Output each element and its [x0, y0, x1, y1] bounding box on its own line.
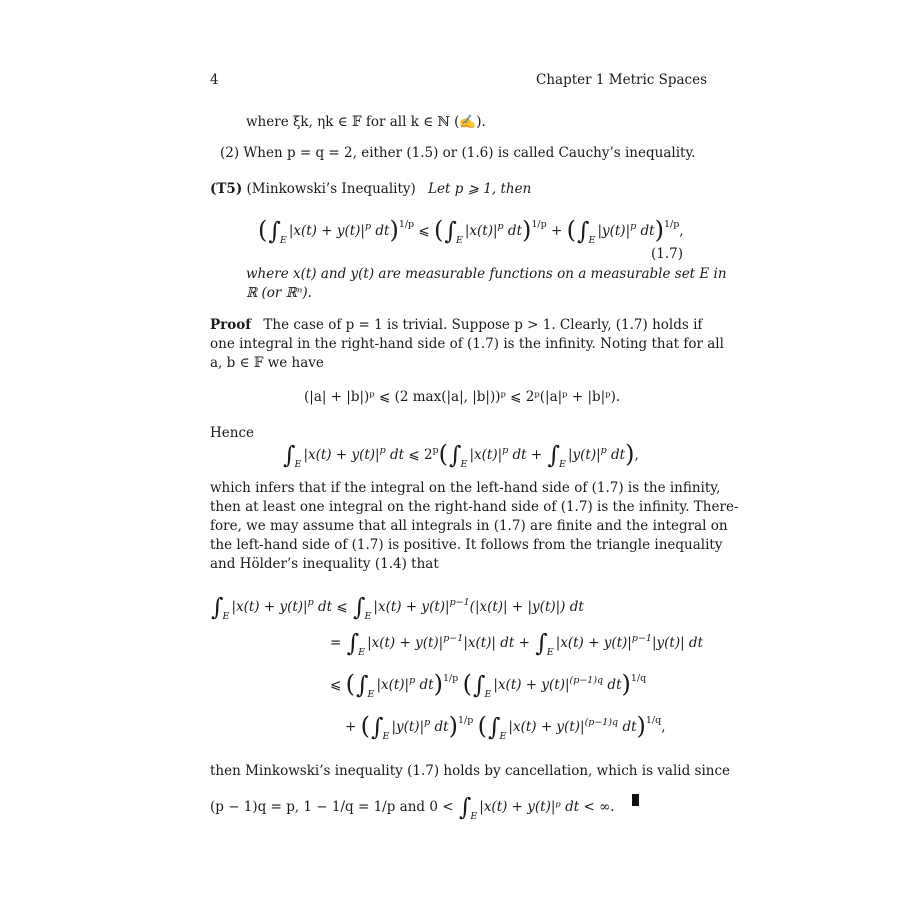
text-line: which infers that if the integral on the left-hand side of (1.7) is the infinity,	[210, 480, 721, 496]
closing-line: (p − 1)q = p, 1 − 1/q = 1/p and $0 < \int_E|x(t)$ + y(t)|ᵖ dt < ∞.	[210, 793, 615, 822]
text-line: ℝ (or ℝⁿ).	[246, 285, 312, 301]
text-line: the left-hand side of (1.7) is positive. It follows from the triangle inequality	[210, 537, 723, 553]
equation-number: (1.7)	[651, 246, 684, 262]
text-line: where ξk, ηk ∈ 𝔽 for all k ∈ ℕ (✍).	[246, 114, 486, 130]
text-line: (2) When p = q = 2, either (1.5) or (1.6) is called Cauchy’s inequality.	[220, 145, 696, 161]
proof-label: Proof	[210, 317, 252, 333]
derivation-line-2: = $\int_E|x(t) + y(t)|^{p-1}|x(t)|$ dt + $\int_E|x(t) + y(t)|^{p-1}|y(t)|$ dt	[330, 629, 703, 658]
theorem-label: (T5)	[210, 181, 243, 197]
text-line: then Minkowski’s inequality (1.7) holds by cancellation, which is valid since	[210, 763, 731, 779]
text-line: a, b ∈ 𝔽 we have	[210, 355, 324, 371]
derivation-line-1: $\int_E|x(t) + y(t)|^p$ dt ⩽ $\int_E|x(t) + y(t)|^{p-1}(|x(t)| + |y(t)|)$ dt	[211, 593, 584, 622]
text-line: fore, we may assume that all integrals in (1.7) are finite and the integral on	[210, 518, 728, 534]
qed-square	[632, 794, 639, 806]
running-title: Chapter 1 Metric Spaces	[536, 72, 708, 88]
equation-ab: (|a| + |b|)ᵖ ⩽ (2 max(|a|, |b|))ᵖ ⩽ 2ᵖ(|a|ᵖ + |b|ᵖ).	[304, 389, 621, 405]
text-line: one integral in the right-hand side of (1.7) is the infinity. Noting that for all	[210, 336, 724, 352]
proof-first-line: Proof The case of p = 1 is trivial. Suppose p > 1. Clearly, (1.7) holds if	[210, 317, 703, 333]
text-line: then at least one integral on the right-hand side of (1.7) is the infinity. There-	[210, 499, 739, 515]
derivation-line-4: + ($\int_E|y(t)|^p$ dt)$^{1/p}$ ($\int_E|x(t) + y(t)|^{(p-1)q}$ dt)$^{1/q}$,	[345, 712, 666, 742]
equation-hence: $\int_E|x(t) + y(t)|^p$ dt ⩽ $2^p(\int_E|x(t)|^p$ dt + $\int_E|y(t)|^p$ dt),	[283, 440, 639, 470]
theorem-title: (Minkowski’s Inequality)	[246, 181, 416, 197]
page-number: 4	[210, 72, 219, 88]
theorem-statement: Let p ⩾ 1, then	[428, 181, 532, 197]
text-line: and Hölder’s inequality (1.4) that	[210, 556, 439, 572]
equation-1-7: ($\int_E|x(t) + y(t)|^p$ dt)$^{1/p}$ ⩽ ($\int_E|x(t)|^p$ $dt)^{1/p} + (\int_E|y(t)|^p$ dt)$^{1/p}$,	[258, 216, 684, 246]
theorem-heading	[210, 180, 531, 198]
derivation-line-3: ⩽ ($\int_E|x(t)|^p$ dt)$^{1/p}$ ($\int_E|x(t) + y(t)|^{(p-1)q}$ dt)$^{1/q}$	[330, 670, 647, 700]
hence-label: Hence	[210, 425, 255, 441]
text-line: where x(t) and y(t) are measurable functions on a measurable set E in	[246, 266, 727, 282]
